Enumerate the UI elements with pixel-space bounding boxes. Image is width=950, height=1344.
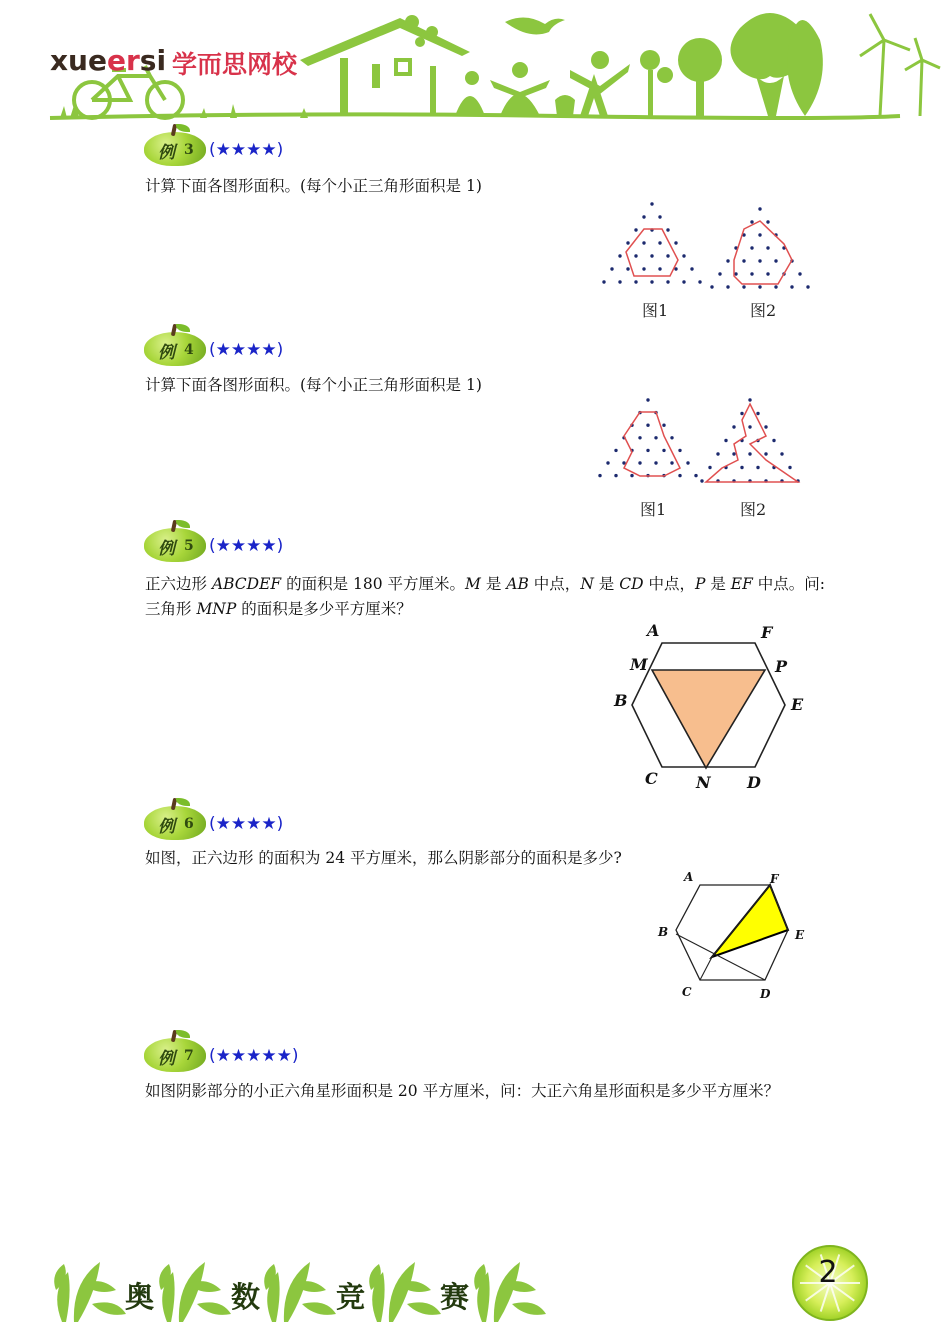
grid-dot <box>610 267 613 270</box>
grid-dot <box>774 259 777 262</box>
brand-chinese-name: 学而思网校 <box>172 50 298 79</box>
grid-dot <box>790 285 793 288</box>
grid-dot <box>698 280 701 283</box>
grid-dot <box>638 436 641 439</box>
grid-dot <box>626 241 629 244</box>
grid-dot <box>654 436 657 439</box>
stars-text: ★★★★ <box>215 536 277 556</box>
apple-icon <box>144 132 206 166</box>
grid-dot <box>598 474 601 477</box>
vertex-label-d: D <box>747 773 761 792</box>
grid-dot <box>750 272 753 275</box>
grid-dot <box>772 439 775 442</box>
people-icon <box>455 51 630 116</box>
dot-grid <box>700 398 799 482</box>
leaf-shape <box>179 1262 205 1322</box>
figure-caption: 图2 <box>740 500 767 519</box>
figure-caption: 图1 <box>640 500 667 519</box>
apple-leaf <box>176 798 190 806</box>
vertex-label-d: D <box>760 987 771 1001</box>
vertex-label-e: E <box>795 928 805 942</box>
grid-dot <box>666 228 669 231</box>
grid-dot <box>606 461 609 464</box>
question-text <box>145 572 825 622</box>
example-number: 7 <box>184 1048 194 1064</box>
vertex-label-n: N <box>696 773 711 792</box>
grid-dot <box>642 241 645 244</box>
vertex-label-c: C <box>682 985 692 999</box>
grid-dot <box>756 466 759 469</box>
grid-dot <box>666 254 669 257</box>
footer-word-shu: 数 <box>231 1280 261 1314</box>
grid-dot <box>642 215 645 218</box>
grid-dot <box>750 220 753 223</box>
stars-text: ★★★★ <box>215 340 277 360</box>
grid-dot <box>748 398 751 401</box>
grid-dot <box>646 449 649 452</box>
example-number: 6 <box>184 816 194 832</box>
vertex-label-b: B <box>614 691 628 710</box>
figure-caption: 图2 <box>750 301 777 320</box>
grid-dot <box>658 267 661 270</box>
brand-text-accent: er <box>106 44 140 77</box>
apple-leaf <box>176 1030 190 1038</box>
leaf-shape <box>407 1302 441 1315</box>
dot-grid <box>598 398 697 477</box>
vertex-label-b: B <box>658 925 669 939</box>
bird-icon <box>505 17 565 34</box>
grid-dot <box>734 272 737 275</box>
example-label: 例 <box>158 539 175 559</box>
grid-dot <box>726 285 729 288</box>
vertex-label-e: E <box>791 695 804 714</box>
grid-dot <box>618 280 621 283</box>
grid-dot <box>658 241 661 244</box>
example-label: 例 <box>158 343 175 363</box>
footer-word-sai: 赛 <box>440 1280 470 1314</box>
question-line-1: 正六边形 ABCDEF 的面积是 180 平方厘米。M 是 AB 中点，N 是 CD 中点，P 是 EF 中点。问: <box>145 575 825 593</box>
apple-leaf <box>176 124 190 132</box>
grid-dot <box>670 461 673 464</box>
grid-dot <box>732 425 735 428</box>
grid-dot <box>682 254 685 257</box>
example-badge <box>144 1030 208 1074</box>
apple-icon <box>144 1038 206 1072</box>
vertex-label-c: C <box>645 769 658 788</box>
footer-word-jing: 竞 <box>336 1280 366 1314</box>
polygon-shape <box>624 412 680 476</box>
grid-dot <box>748 425 751 428</box>
polygon-shape <box>626 229 678 276</box>
leaf-shape <box>74 1262 100 1322</box>
figure-caption: 图1 <box>642 301 669 320</box>
grid-dot <box>780 452 783 455</box>
grid-dot <box>650 254 653 257</box>
apple-icon <box>144 332 206 366</box>
grid-dot <box>678 449 681 452</box>
grid-dot <box>626 267 629 270</box>
grid-dot <box>662 449 665 452</box>
grid-dot <box>614 449 617 452</box>
grid-dot <box>686 461 689 464</box>
leaf-shape <box>512 1302 546 1315</box>
grid-dot <box>724 439 727 442</box>
grid-dot <box>788 466 791 469</box>
grid-dot <box>708 466 711 469</box>
question-text: 计算下面各图形面积。(每个小正三角形面积是 1) <box>145 177 482 195</box>
grid-dot <box>740 412 743 415</box>
apple-leaf <box>176 324 190 332</box>
difficulty-stars: (★★★★) <box>209 340 284 360</box>
question-text: 如图阴影部分的小正六角星形面积是 20 平方厘米，问：大正六角星形面积是多少平方厘米？ <box>145 1082 780 1100</box>
grid-dot <box>662 424 665 427</box>
example-label: 例 <box>158 817 175 837</box>
difficulty-stars: (★★★★★) <box>209 1046 299 1066</box>
apple-leaf <box>176 520 190 528</box>
grid-dot <box>690 267 693 270</box>
grid-dot <box>766 220 769 223</box>
figure-ex4 <box>590 396 810 492</box>
footer-word-ao: 奥 <box>125 1280 155 1314</box>
example-badge <box>144 520 208 564</box>
grid-dot <box>682 280 685 283</box>
grid-dot <box>748 452 751 455</box>
grid-dot <box>650 202 653 205</box>
brand-logo <box>50 44 166 77</box>
leaf-shape <box>197 1302 231 1315</box>
grid-dot <box>646 398 649 401</box>
vertex-label-f: F <box>761 623 773 642</box>
hexagon-figure-shaded <box>650 868 815 1004</box>
leaf-shape <box>494 1262 520 1322</box>
grid-dot <box>750 246 753 249</box>
leaf-shape <box>302 1302 336 1315</box>
leaf-shape <box>389 1262 415 1322</box>
leaf-shape <box>92 1302 126 1315</box>
grid-dot <box>766 246 769 249</box>
brand-text-part: xue <box>50 44 107 77</box>
question-line-2: 三角形 MNP 的面积是多少平方厘米？ <box>145 600 412 618</box>
vertex-label-a: A <box>684 870 694 884</box>
polygon-shape <box>734 221 792 284</box>
grid-dot <box>758 259 761 262</box>
example-number: 4 <box>184 342 194 358</box>
grid-dot <box>774 285 777 288</box>
grid-dot <box>766 272 769 275</box>
grid-dot <box>678 474 681 477</box>
grid-dot <box>764 425 767 428</box>
vertex-label-a: A <box>647 621 660 640</box>
grid-dot <box>634 228 637 231</box>
question-text: 如图，正六边形 的面积为 24 平方厘米，那么阴影部分的面积是多少? <box>145 849 622 867</box>
grid-dot <box>758 207 761 210</box>
vertex-label-m: M <box>630 655 648 674</box>
stars-text: ★★★★ <box>215 140 277 160</box>
stars-text: ★★★★★ <box>215 1046 292 1066</box>
triangle-mnp <box>652 670 765 768</box>
grid-dot <box>700 479 703 482</box>
grid-dot <box>716 452 719 455</box>
grid-dot <box>758 233 761 236</box>
difficulty-stars: (★★★★) <box>209 536 284 556</box>
example-badge <box>144 798 208 842</box>
grid-dot <box>634 254 637 257</box>
grid-dot <box>670 436 673 439</box>
grid-dot <box>742 259 745 262</box>
page-number: 2 <box>818 1255 838 1290</box>
shaded-triangle <box>712 885 788 957</box>
example-badge <box>144 124 208 168</box>
difficulty-stars: (★★★★) <box>209 814 284 834</box>
grid-dot <box>758 285 761 288</box>
vertex-label-f: F <box>770 872 779 886</box>
grid-dot <box>642 267 645 270</box>
example-badge <box>144 324 208 368</box>
grid-dot <box>638 461 641 464</box>
apple-icon <box>144 528 206 562</box>
grid-dot <box>764 452 767 455</box>
grid-dot <box>674 241 677 244</box>
windmill-icon <box>860 14 940 116</box>
example-number: 3 <box>184 142 194 158</box>
grid-dot <box>806 285 809 288</box>
grid-dot <box>630 474 633 477</box>
stars-text: ★★★★ <box>215 814 277 834</box>
grid-dot <box>694 474 697 477</box>
grid-dot <box>618 254 621 257</box>
figure-ex3 <box>596 198 816 296</box>
grid-dot <box>602 280 605 283</box>
polygon-shape <box>706 404 798 482</box>
grid-dot <box>658 215 661 218</box>
grid-dot <box>650 280 653 283</box>
grid-dot <box>710 285 713 288</box>
tree-icon <box>678 13 823 116</box>
dot-grid <box>602 202 701 283</box>
grid-dot <box>634 280 637 283</box>
grid-dot <box>742 285 745 288</box>
example-number: 5 <box>184 538 194 554</box>
grid-dot <box>614 474 617 477</box>
leaf-shape <box>284 1262 310 1322</box>
vertex-label-p: P <box>775 657 788 676</box>
dot-grid <box>710 207 809 288</box>
grid-dot <box>740 466 743 469</box>
brand-text-part: si <box>139 44 167 77</box>
example-label: 例 <box>158 1049 175 1069</box>
grid-dot <box>646 424 649 427</box>
grid-dot <box>798 272 801 275</box>
grid-dot <box>756 412 759 415</box>
grid-dot <box>718 272 721 275</box>
example-label: 例 <box>158 143 175 163</box>
hexagon-figure-mnp <box>605 618 815 794</box>
difficulty-stars: (★★★★) <box>209 140 284 160</box>
grid-dot <box>732 452 735 455</box>
grid-dot <box>666 280 669 283</box>
house-icon <box>300 18 470 116</box>
grid-dot <box>654 461 657 464</box>
grid-dot <box>726 259 729 262</box>
apple-icon <box>144 806 206 840</box>
question-text: 计算下面各图形面积。(每个小正三角形面积是 1) <box>145 376 482 394</box>
